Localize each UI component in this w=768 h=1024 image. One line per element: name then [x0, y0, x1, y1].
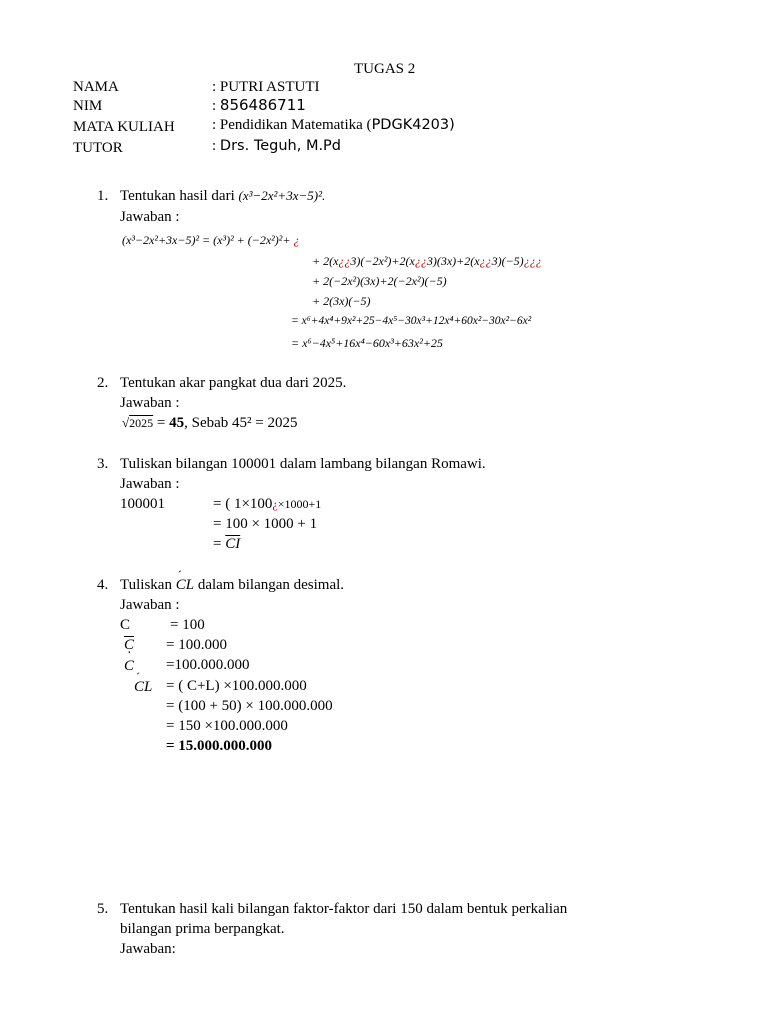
q2-answer-line: √2025 = 45, Sebab 45² = 2025 [122, 415, 298, 431]
q5-question-line2: bilangan prima berpangkat. [120, 921, 285, 937]
q3-question: Tuliskan bilangan 100001 dalam lambang bilangan Romawi. [120, 456, 486, 472]
q4-row-right-4: = (100 + 50) × 100.000.000 [166, 698, 333, 714]
q4-row-left-1: $\overline{C}$ [124, 637, 135, 653]
doc-title: TUGAS 2 [354, 61, 416, 77]
q2-question: Tentukan akar pangkat dua dari 2025. [120, 375, 347, 391]
q3-number: 3. [97, 456, 109, 472]
q3-jawaban: Jawaban : [120, 476, 180, 492]
q2-jawaban: Jawaban : [120, 395, 180, 411]
q4-row-left-3: ´ CL [134, 679, 152, 696]
label-mata-kuliah: MATA KULIAH [73, 119, 175, 135]
q4-row-right-1: = 100.000 [166, 637, 227, 653]
value-nama: : PUTRI ASTUTI [212, 79, 320, 95]
q3-step1: = ( 1×100¿×1000+1 [213, 496, 322, 512]
q1-line4: + 2(3x)(−5) [312, 294, 371, 308]
q5-jawaban: Jawaban: [120, 941, 176, 957]
q3-step2: = 100 × 1000 + 1 [213, 516, 318, 532]
q1-number: 1. [97, 188, 109, 204]
q3-step3: = $\overline{CI}$ [213, 536, 241, 552]
q1-question: Tentukan hasil dari (x³−2x²+3x−5)². [120, 188, 326, 204]
label-tutor: TUTOR [73, 140, 123, 156]
q5-question-line1: Tentukan hasil kali bilangan faktor-faktor dari 150 dalam bentuk perkalian [120, 901, 568, 917]
q4-row-right-6: = 15.000.000.000 [166, 738, 273, 754]
q1-line5: = x⁶+4x⁴+9x²+25−4x⁵−30x³+12x⁴+60x²−30x²−6x² [291, 315, 532, 327]
q1-line1: (x³−2x²+3x−5)² = (x³)² + (−2x²)²+ ¿ [122, 233, 300, 247]
q4-row-right-3: = ( C+L) ×100.000.000 [166, 678, 307, 694]
value-nim: : 856486711 [212, 96, 306, 114]
q4-question: Tuliskan ´ CL dalam bilangan desimal. [120, 577, 344, 594]
value-mata-kuliah: : Pendidikan Matematika (PDGK4203) [212, 117, 455, 133]
value-tutor: : Drs. Teguh, M.Pd [212, 138, 342, 154]
q3-number-value: 100001 [120, 496, 165, 512]
label-nim: NIM [73, 98, 103, 114]
q4-row-left-0: C [120, 617, 131, 633]
q2-number: 2. [97, 375, 109, 391]
q4-number: 4. [97, 577, 109, 593]
q4-row-left-2: · C [124, 658, 134, 675]
q1-line2: + 2(x¿¿3)(−2x²)+2(x¿¿3)(3x)+2(x¿¿3)(−5)¿¿¿ [312, 254, 542, 268]
q1-line3: + 2(−2x²)(3x)+2(−2x²)(−5) [312, 274, 447, 288]
q5-number: 5. [97, 901, 109, 917]
q1-line6: = x⁶−4x⁵+16x⁴−60x³+63x²+25 [291, 336, 443, 350]
q4-row-right-0: = 100 [170, 617, 205, 633]
q4-row-right-2: =100.000.000 [166, 657, 250, 673]
label-nama: NAMA [73, 79, 119, 95]
q4-jawaban: Jawaban : [120, 597, 180, 613]
q1-jawaban: Jawaban : [120, 209, 180, 225]
q4-row-right-5: = 150 ×100.000.000 [166, 718, 288, 734]
